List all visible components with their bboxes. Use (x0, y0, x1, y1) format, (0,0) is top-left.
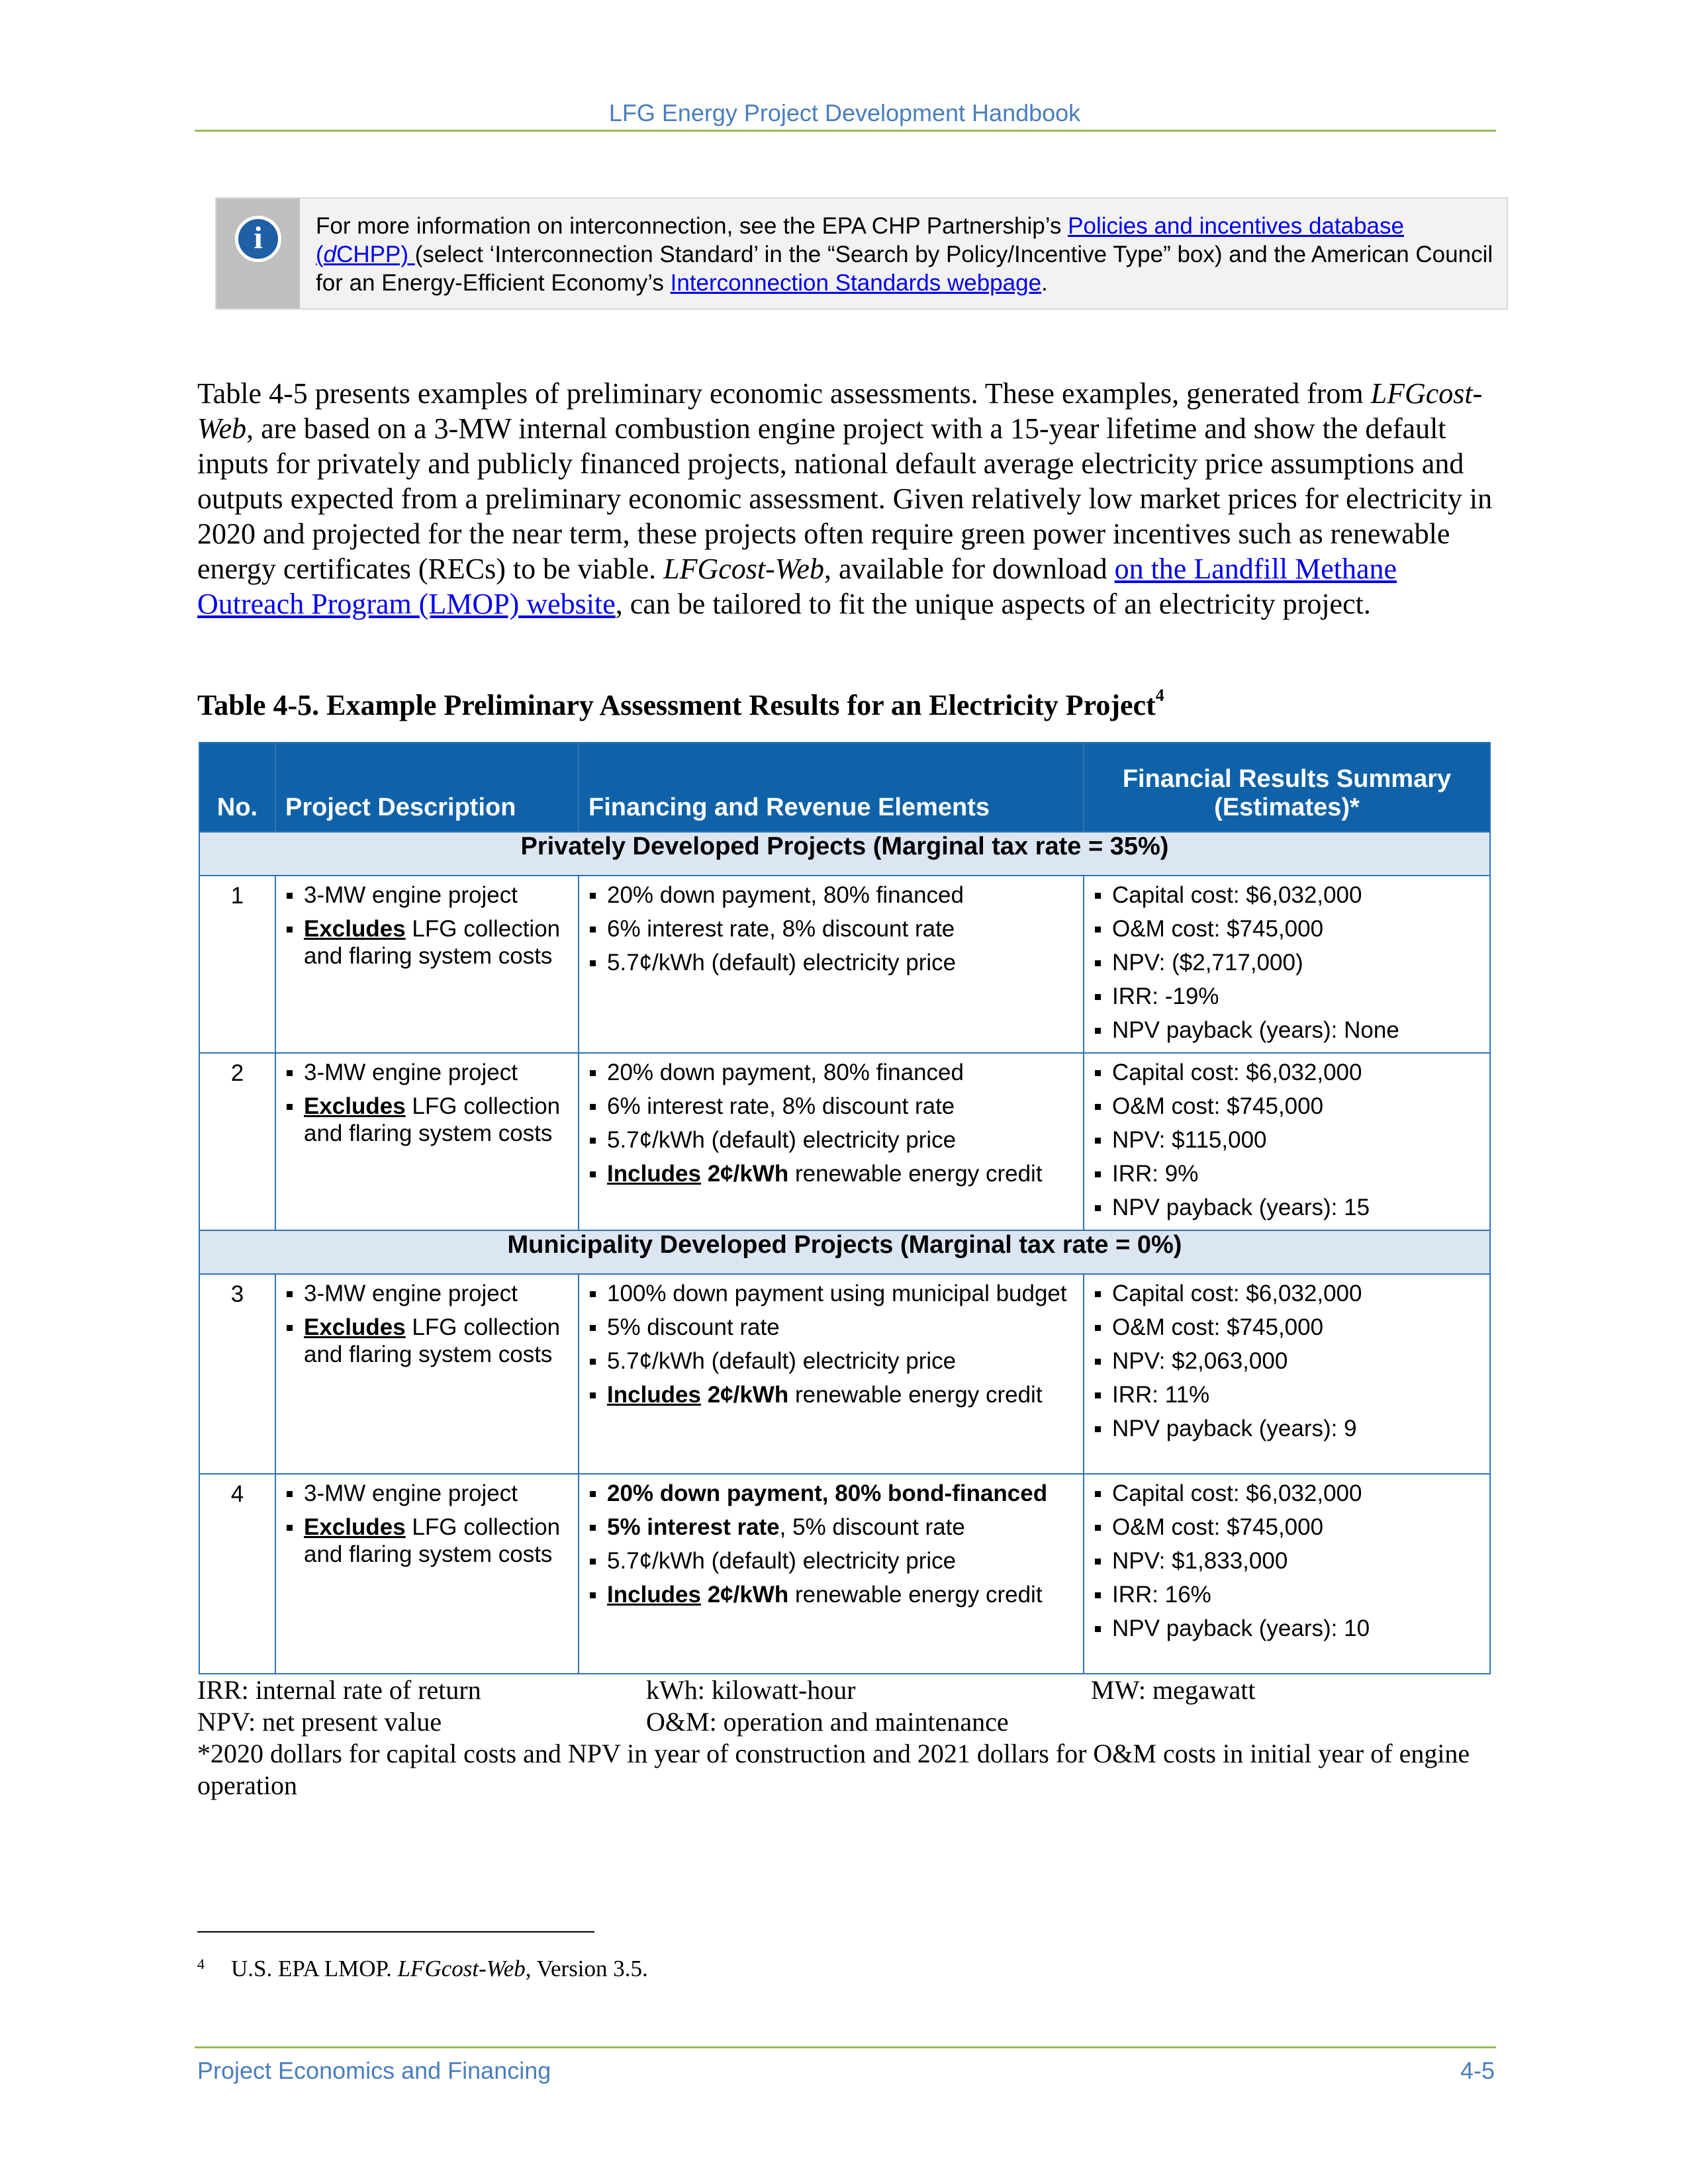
info-icon-strip (216, 199, 300, 308)
list-item: 20% down payment, 80% financed (587, 882, 1075, 909)
table-caption: Table 4-5. Example Preliminary Assessment Results for an Electricity Project$^4$ (197, 686, 1164, 721)
footnote-ref[interactable]: 4 (1155, 686, 1164, 705)
row-number: 4 (199, 1474, 275, 1674)
list-item: NPV payback (years): 15 (1092, 1194, 1481, 1221)
list-item: 6% interest rate, 8% discount rate (587, 1093, 1075, 1120)
list-item: Excludes LFG collection and flaring system costs (284, 1093, 570, 1147)
table-row (199, 1274, 1490, 1474)
table-row (199, 1053, 1490, 1230)
list-item: NPV payback (years): 10 (1092, 1615, 1481, 1642)
project-description-cell (275, 1274, 579, 1474)
footer-section-title: Project Economics and Financing (197, 2057, 551, 2084)
row-number: 2 (199, 1053, 275, 1230)
header-divider (195, 130, 1496, 132)
page-number: 4-5 (1460, 2057, 1495, 2084)
list-item: Excludes LFG collection and flaring system costs (284, 1314, 570, 1368)
list-item: 3-MW engine project (284, 1480, 570, 1507)
page-header-title: LFG Energy Project Development Handbook (608, 99, 1081, 126)
results-cell (1084, 1474, 1490, 1674)
list-item: Excludes LFG collection and flaring system costs (284, 915, 570, 970)
section-label: Municipality Developed Projects (Marginal tax rate = 0%) (199, 1230, 1490, 1274)
list-item: O&M cost: $745,000 (1092, 915, 1481, 942)
table-row (199, 876, 1490, 1053)
list-item: NPV payback (years): None (1092, 1017, 1481, 1044)
row-number: 1 (199, 876, 275, 1053)
list-item: Includes 2¢/kWh renewable energy credit (587, 1160, 1075, 1187)
list-item: 100% down payment using municipal budget (587, 1280, 1075, 1307)
table-header-row (199, 743, 1490, 832)
list-item: 5.7¢/kWh (default) electricity price (587, 1347, 1075, 1375)
list-item: 6% interest rate, 8% discount rate (587, 915, 1075, 942)
note-npv: NPV: net present value (197, 1707, 442, 1737)
list-item: 5% discount rate (587, 1314, 1075, 1341)
list-item: Includes 2¢/kWh renewable energy credit (587, 1581, 1075, 1608)
list-item: Capital cost: $6,032,000 (1092, 882, 1481, 909)
list-item: IRR: 11% (1092, 1381, 1481, 1408)
list-item: NPV: $2,063,000 (1092, 1347, 1481, 1375)
row-number: 3 (199, 1274, 275, 1474)
list-item: 3-MW engine project (284, 1059, 570, 1086)
info-text-1: For more information on interconnection, see the EPA CHP Partnership’s (316, 213, 1068, 239)
list-item: 5.7¢/kWh (default) electricity price (587, 1547, 1075, 1574)
col-header-financing: Financing and Revenue Elements (579, 743, 1084, 832)
list-item: IRR: -19% (1092, 983, 1481, 1010)
note-om: O&M: operation and maintenance (646, 1707, 1009, 1737)
project-description-cell (275, 1053, 579, 1230)
list-item: 5.7¢/kWh (default) electricity price (587, 949, 1075, 976)
results-table (199, 742, 1491, 1674)
col-header-description: Project Description (275, 743, 579, 832)
list-item: IRR: 16% (1092, 1581, 1481, 1608)
results-cell (1084, 876, 1490, 1053)
table-row (199, 1474, 1490, 1674)
info-callout-text: For more information on interconnection, see the EPA CHP Partnership’s Policies and incentives database (dCHPP) (select ‘Interconnection Standard’ in the “Search by Policy/Incentive Type” box) and the American Council for an Energy-Efficient Economy’s Interconnection Standards webpage. (316, 213, 1493, 296)
project-description-cell (275, 876, 579, 1053)
list-item: 5.7¢/kWh (default) electricity price (587, 1126, 1075, 1154)
list-item: 20% down payment, 80% financed (587, 1059, 1075, 1086)
list-item: NPV: $1,833,000 (1092, 1547, 1481, 1574)
note-mw: MW: megawatt (1091, 1675, 1256, 1705)
financing-cell (579, 1274, 1084, 1474)
col-header-results: Financial Results Summary (Estimates)* (1084, 743, 1490, 832)
interconnection-standards-link[interactable]: Interconnection Standards webpage (670, 270, 1042, 296)
financing-cell (579, 876, 1084, 1053)
info-callout (215, 197, 1508, 310)
financing-cell (579, 1474, 1084, 1674)
list-item: Capital cost: $6,032,000 (1092, 1480, 1481, 1507)
list-item: IRR: 9% (1092, 1160, 1481, 1187)
footnote: $^4$ U.S. EPA LMOP. LFGcost-Web, Version 3.5. (197, 1956, 648, 1981)
note-kwh: kWh: kilowatt-hour (646, 1675, 856, 1705)
list-item: O&M cost: $745,000 (1092, 1093, 1481, 1120)
dchpp-database-link[interactable]: Policies and incentives database (dCHPP) (316, 213, 1404, 267)
body-paragraph: Table 4-5 presents examples of preliminary economic assessments. These examples, generated from LFGcost-Web, are based on a 3-MW internal combustion engine project with a 15-year lifetime and show the default inputs for privately and publicly financed projects, national default average electricity price assumptions and outputs expected from a preliminary economic assessment. Given relatively low market prices for electricity in 2020 and projected for the near term, these projects often require green power incentives such as renewable energy certificates (RECs) to be viable. LFGcost-Web, available for download on the Landfill Methane Outreach Program (LMOP) website, can be tailored to fit the unique aspects of an electricity project. (197, 377, 1493, 620)
info-text-2: (select ‘Interconnection Standard’ in the “Search by Policy/Incentive Type” box) and the American Council for an Energy-Efficient Economy’s (316, 242, 1493, 296)
list-item: 20% down payment, 80% bond-financed (587, 1480, 1075, 1507)
list-item: NPV payback (years): 9 (1092, 1415, 1481, 1442)
footer-divider (195, 2046, 1496, 2048)
section-row-municipal (199, 1230, 1490, 1274)
lmop-website-link[interactable]: on the Landfill Methane Outreach Program (LMOP) website (197, 553, 1397, 620)
section-label: Privately Developed Projects (Marginal tax rate = 35%) (199, 832, 1490, 876)
financing-cell (579, 1053, 1084, 1230)
list-item: Includes 2¢/kWh renewable energy credit (587, 1381, 1075, 1408)
list-item: O&M cost: $745,000 (1092, 1314, 1481, 1341)
results-cell (1084, 1053, 1490, 1230)
project-description-cell (275, 1474, 579, 1674)
info-icon: i (235, 216, 281, 262)
section-row-private (199, 832, 1490, 876)
list-item: O&M cost: $745,000 (1092, 1514, 1481, 1541)
list-item: Capital cost: $6,032,000 (1092, 1280, 1481, 1307)
list-item: Excludes LFG collection and flaring system costs (284, 1514, 570, 1568)
list-item: Capital cost: $6,032,000 (1092, 1059, 1481, 1086)
list-item: 3-MW engine project (284, 1280, 570, 1307)
list-item: NPV: ($2,717,000) (1092, 949, 1481, 976)
list-item: 3-MW engine project (284, 882, 570, 909)
results-cell (1084, 1274, 1490, 1474)
list-item: NPV: $115,000 (1092, 1126, 1481, 1154)
footnote-divider (197, 1931, 594, 1933)
col-header-no: No. (199, 743, 275, 832)
note-dollars: *2020 dollars for capital costs and NPV in year of construction and 2021 dollars for O&M costs in initial year of engine operation (197, 1739, 1470, 1800)
list-item: 5% interest rate, 5% discount rate (587, 1514, 1075, 1541)
note-irr: IRR: internal rate of return (197, 1675, 481, 1705)
